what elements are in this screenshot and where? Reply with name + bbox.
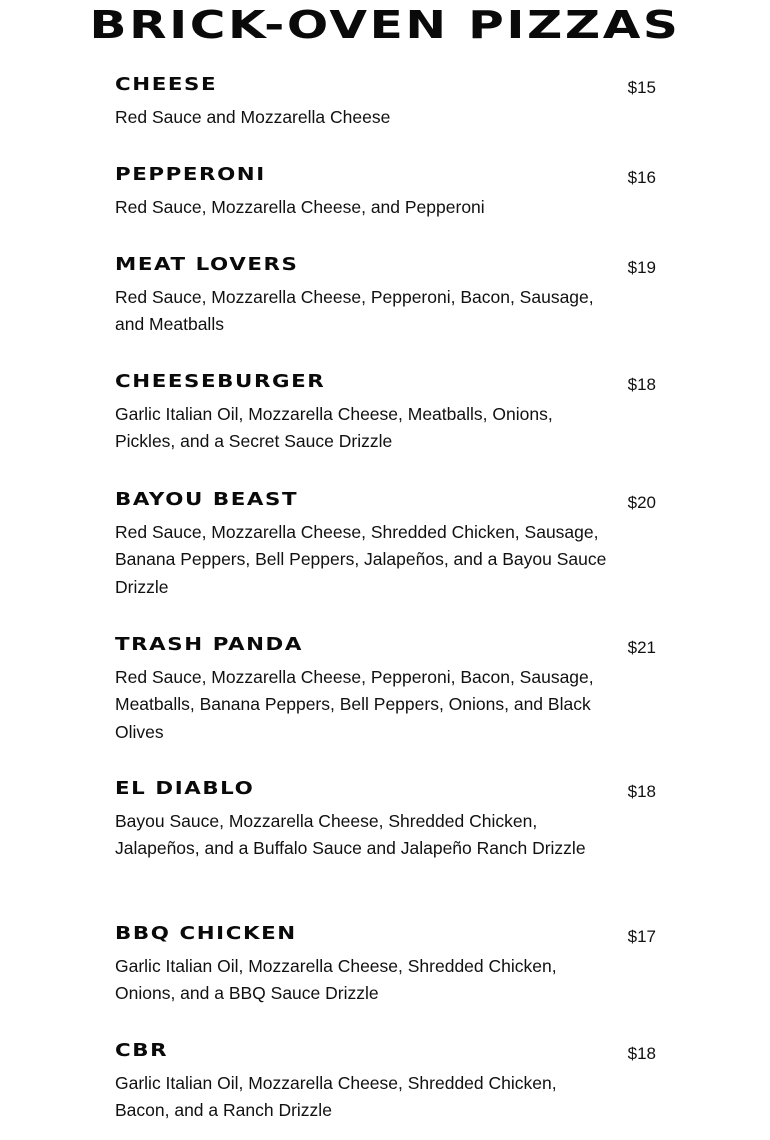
menu-item-name: MEAT LOVERS [115,255,299,275]
menu-item-price: $19 [627,258,656,277]
menu-item-price: $18 [627,782,656,801]
menu-item-name: EL DIABLO [115,779,255,799]
menu-item-description: Bayou Sauce, Mozzarella Cheese, Shredded Chicken, Jalapeños, and a Buffalo Sauce and Jalapeño Ranch Drizzle [115,811,586,859]
menu-item-price: $18 [627,375,656,394]
menu-item-meat-lovers [115,254,656,371]
menu-item-price: $20 [627,493,656,512]
menu-item-description: Red Sauce, Mozzarella Cheese, Shredded Chicken, Sausage, Banana Peppers, Bell Peppers, Jalapeños, and a Bayou Sauce Drizzle [115,522,607,597]
menu-item-price: $21 [627,638,656,657]
pizza-menu-list [115,74,656,1120]
menu-item-description: Red Sauce and Mozzarella Cheese [115,107,391,127]
menu-item-price: $16 [627,168,656,187]
menu-item-description: Red Sauce, Mozzarella Cheese, Pepperoni, Bacon, Sausage, and Meatballs [115,287,594,335]
menu-item-description: Garlic Italian Oil, Mozzarella Cheese, Shredded Chicken, Onions, and a BBQ Sauce Drizzle [115,956,557,1004]
menu-item-description: Garlic Italian Oil, Mozzarella Cheese, Shredded Chicken, Bacon, and a Ranch Drizzle [115,1073,557,1121]
menu-item-bbq-chicken [115,923,656,1040]
menu-item-name: CHEESEBURGER [115,372,326,392]
menu-item-name: CHEESE [115,75,218,95]
menu-item-name: BBQ CHICKEN [115,924,297,944]
menu-item-price: $17 [627,927,656,946]
menu-item-pepperoni [115,164,656,254]
menu-item-description: Garlic Italian Oil, Mozzarella Cheese, Meatballs, Onions, Pickles, and a Secret Sauce Drizzle [115,404,553,452]
menu-item-price: $18 [627,1044,656,1063]
menu-item-name: PEPPERONI [115,165,266,185]
menu-item-description: Red Sauce, Mozzarella Cheese, and Pepperoni [115,197,485,217]
menu-item-el-diablo [115,778,656,923]
menu-item-name: BAYOU BEAST [115,490,299,510]
page-title: BRICK-OVEN PIZZAS [89,3,681,48]
menu-item-cheeseburger [115,371,656,489]
menu-item-trash-panda [115,634,656,778]
menu-item-bayou-beast [115,489,656,634]
menu-item-description: Red Sauce, Mozzarella Cheese, Pepperoni, Bacon, Sausage, Meatballs, Banana Peppers, Bell Peppers, Onions, and Black Olives [115,667,594,742]
menu-item-name: TRASH PANDA [115,635,303,655]
menu-item-price: $15 [627,78,656,97]
menu-item-name: CBR [115,1041,169,1061]
menu-item-cbr [115,1040,656,1120]
menu-item-cheese [115,74,656,164]
